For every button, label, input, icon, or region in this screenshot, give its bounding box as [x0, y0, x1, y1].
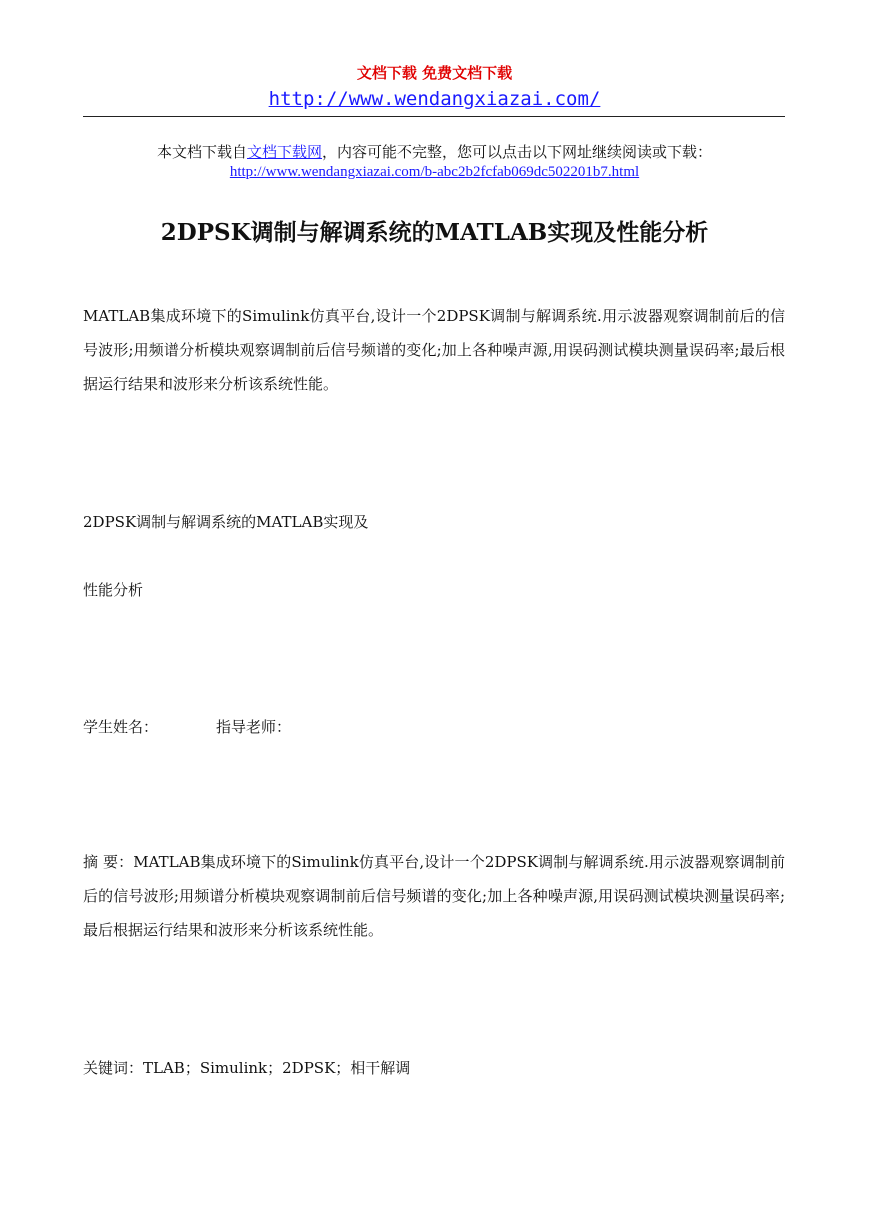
download-notice [0, 141, 869, 163]
advisor-label: 指导老师： [216, 718, 292, 736]
notice-prefix: 本文档下载自 [156, 143, 247, 161]
document-title: 2DPSK调制与解调系统的MATLAB实现及性能分析 [160, 219, 709, 246]
notice-url-link[interactable]: http://www.wendangxiazai.com/b-abc2b2fcfab069dc502201b7.html [229, 164, 640, 180]
student-name-label: 学生姓名： [83, 718, 159, 736]
subtitle-line-2: 性能分析 [83, 581, 144, 599]
header-divider [83, 116, 785, 117]
keywords-line: 关键词：TLAB；Simulink；2DPSK；相干解调 [83, 1059, 411, 1077]
site-header-url-link[interactable]: http://www.wendangxiazai.com/ [268, 88, 601, 110]
subtitle-line-1: 2DPSK调制与解调系统的MATLAB实现及 [83, 513, 369, 531]
abstract-paragraph: 摘 要：MATLAB集成环境下的Simulink仿真平台,设计一个2DPSK调制与解调系统.用示波器观察调制前后的信号波形;用频谱分析模块观察调制前后信号频谱的变化;加上各种噪声源,用误码测试模块测量误码率;最后根据运行结果和波形来分析该系统性能。 [83, 853, 785, 939]
notice-suffix: ，内容可能不完整，您可以点击以下网址继续阅读或下载： [322, 143, 713, 161]
notice-site-link[interactable]: 文档下载网 [246, 143, 322, 161]
site-header-title: 文档下载 免费文档下载 [356, 64, 513, 82]
author-info-line [83, 716, 291, 737]
intro-paragraph: MATLAB集成环境下的Simulink仿真平台,设计一个2DPSK调制与解调系统.用示波器观察调制前后的信号波形;用频谱分析模块观察调制前后信号频谱的变化;加上各种噪声源,用误码测试模块测量误码率;最后根据运行结果和波形来分析该系统性能。 [83, 307, 785, 393]
